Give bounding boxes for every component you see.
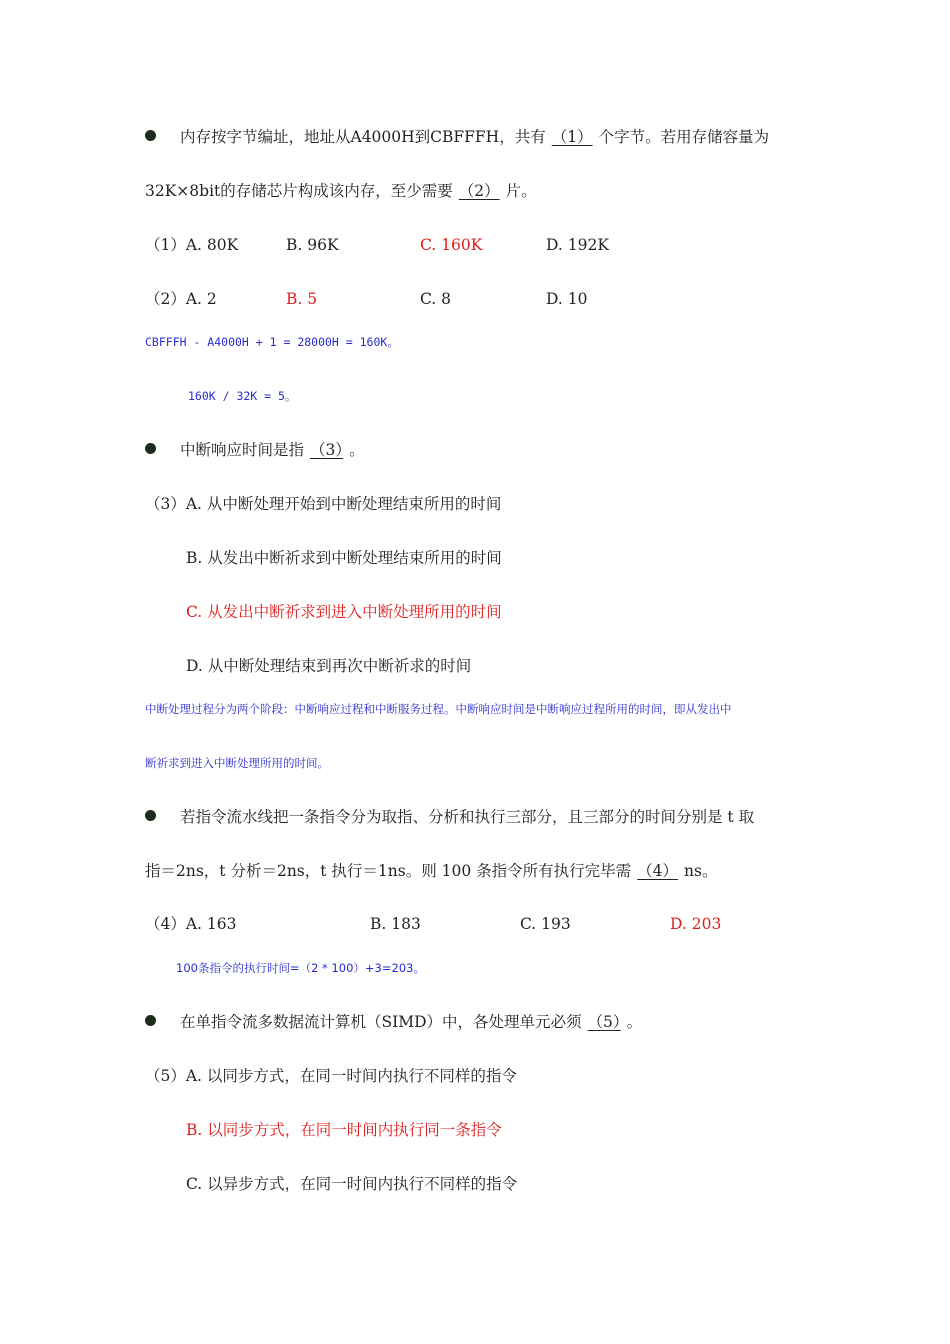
q1-option-d: D. 192K	[546, 236, 609, 254]
bullet-icon	[145, 1015, 156, 1026]
q1-explanation-1: CBFFFH - A4000H + 1 = 28000H = 160K。	[145, 335, 399, 349]
blank-4: （4）	[637, 862, 679, 880]
q3-explanation-1: 中断处理过程分为两个阶段：中断响应过程和中断服务过程。中断响应时间是中断响应过程所用的时间，即从发出中	[145, 702, 732, 716]
q4-explanation: 100条指令的执行时间=（2 * 100）+3=203。	[176, 961, 425, 975]
q5-option-c: C. 以异步方式，在同一时间内执行不同样的指令	[186, 1175, 518, 1193]
q2-option-b-answer: B. 5	[286, 290, 318, 308]
blank-1: （1）	[551, 128, 593, 146]
q3-option-b: B. 从发出中断祈求到中断处理结束所用的时间	[186, 549, 502, 567]
q2-option-a: （2）A. 2	[145, 290, 217, 308]
q5-stem: 在单指令流多数据流计算机（SIMD）中，各处理单元必须 （5） 。	[145, 1011, 642, 1033]
bullet-icon	[145, 810, 156, 821]
blank-3: （3）	[310, 441, 344, 459]
bullet-icon	[145, 443, 156, 454]
q1-option-a: （1）A. 80K	[145, 236, 239, 254]
q2-option-c: C. 8	[420, 290, 452, 308]
q4-option-b: B. 183	[370, 915, 421, 933]
q4-stem-line2: 指＝2ns，t 分析＝2ns，t 执行＝1ns。则 100 条指令所有执行完毕需 （4） ns。	[145, 862, 718, 880]
q4-option-c: C. 193	[520, 915, 571, 933]
blank-2: （2）	[458, 182, 500, 200]
q3-explanation-2: 断祈求到进入中断处理所用的时间。	[145, 756, 329, 770]
blank-5: （5）	[587, 1013, 621, 1031]
q2-option-d: D. 10	[546, 290, 588, 308]
q3-option-a: （3）A. 从中断处理开始到中断处理结束所用的时间	[145, 495, 502, 513]
q5-option-b-answer: B. 以同步方式，在同一时间内执行同一条指令	[186, 1121, 502, 1139]
q1-option-b: B. 96K	[286, 236, 339, 254]
q4-option-d-answer: D. 203	[670, 915, 722, 933]
q3-option-c-answer: C. 从发出中断祈求到进入中断处理所用的时间	[186, 603, 502, 621]
q1-option-c-answer: C. 160K	[420, 236, 483, 254]
q4-option-a: （4）A. 163	[145, 915, 237, 933]
q5-option-a: （5）A. 以同步方式，在同一时间内执行不同样的指令	[145, 1067, 517, 1085]
bullet-icon	[145, 130, 156, 141]
q3-option-d: D. 从中断处理结束到再次中断祈求的时间	[186, 657, 472, 675]
q1-stem-line1: 内存按字节编址，地址从A4000H到CBFFFH，共有 （1） 个字节。若用存储容量为	[145, 126, 769, 148]
q4-stem-line1: 若指令流水线把一条指令分为取指、分析和执行三部分，且三部分的时间分别是 t 取	[145, 806, 754, 828]
q3-stem: 中断响应时间是指 （3） 。	[145, 439, 365, 461]
q1-stem-line2: 32K×8bit的存储芯片构成该内存，至少需要 （2） 片。	[145, 182, 537, 200]
q1-explanation-2: 160K / 32K = 5。	[188, 389, 297, 403]
